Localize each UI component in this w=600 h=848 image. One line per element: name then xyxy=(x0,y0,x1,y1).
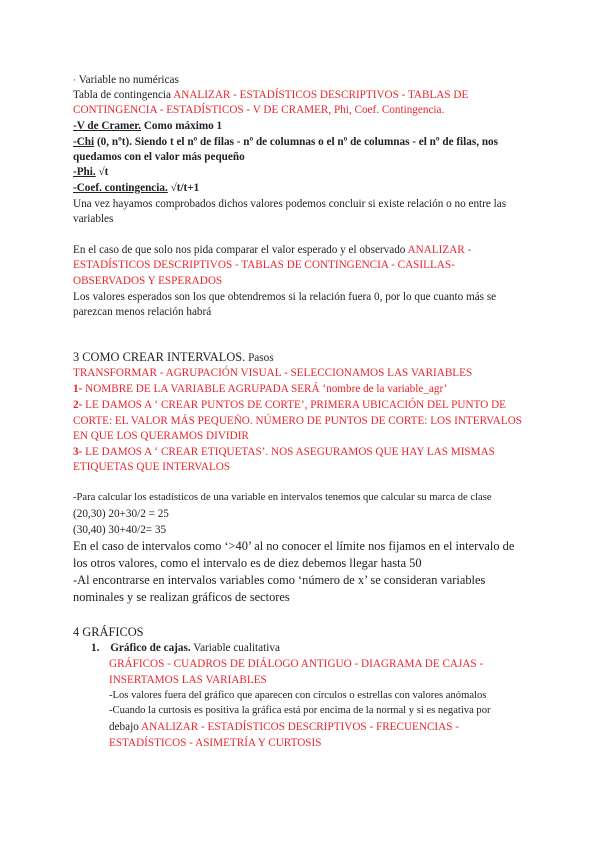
chi-label: -Chi xyxy=(73,136,95,148)
step-1 xyxy=(73,381,447,397)
contingency-path-2: CONTINGENCIA - ESTADÍSTICOS - V DE CRAMER, Phi, Coef. Contingencia. xyxy=(73,104,445,116)
section-3-heading xyxy=(73,349,274,366)
example-2: (30,40) 30+40/2= 35 xyxy=(73,524,167,536)
contingency-label: Tabla de contingencia xyxy=(73,89,174,101)
expected-text: En el caso de que solo nos pida comparar el valor esperado y el observado xyxy=(73,244,408,256)
coef-line xyxy=(73,180,199,196)
step-2-number: 2- xyxy=(73,399,83,411)
kurtosis-note-2 xyxy=(109,719,459,735)
chi-line-2: quedamos con el valor más pequeño xyxy=(73,151,245,163)
step-2-line-2: CORTE: EL VALOR MÁS PEQUEÑO. NÚMERO DE PUNTOS DE CORTE: LOS INTERVALOS xyxy=(73,415,523,427)
phi-label: -Phi. xyxy=(73,166,96,178)
open-interval-line-2: los otros valores, como el intervalo es de diez debemos llegar hasta 50 xyxy=(73,556,422,570)
coef-label: -Coef. contingencia. xyxy=(73,182,168,194)
boxplot-title: Gráfico de cajas. xyxy=(110,642,191,654)
kurtosis-path-2: ESTADÍSTICOS - ASIMETRÍA Y CURTOSIS xyxy=(109,737,322,749)
section-3-suffix: Pasos xyxy=(245,352,274,364)
chi-text: (0, nºt). Siendo t el nº de filas - nº de columnas o el nº de columnas - el nº de filas, nos xyxy=(94,136,498,148)
cramer-label: -V de Cramer. xyxy=(73,120,142,132)
conclusion-line-2: variables xyxy=(73,213,114,225)
phi-line xyxy=(73,164,108,180)
conclusion-line-1: Una vez hayamos comprobados dichos valores podemos concluir si existe relación o no entre las xyxy=(73,198,507,210)
list-item-number: 1. xyxy=(91,642,100,654)
expected-line-1 xyxy=(73,242,471,258)
chi-line-1 xyxy=(73,134,498,150)
step-3 xyxy=(73,444,495,460)
phi-text: √t xyxy=(95,166,109,178)
cramer-line xyxy=(73,118,222,134)
expected-note-2: parezcan menos relación habrá xyxy=(73,306,212,318)
boxplot-subtitle: Variable cualitativa xyxy=(190,642,280,654)
expected-path-2: ESTADÍSTICOS DESCRIPTIVOS - TABLAS DE CONTINGENCIA - CASILLAS- xyxy=(73,259,455,271)
cramer-text: Como máximo 1 xyxy=(141,120,223,132)
section-3-title: 3 COMO CREAR INTERVALOS. xyxy=(73,350,246,364)
nominal-line-2: nominales y se realizan gráficos de sectores xyxy=(73,590,290,604)
list-item-boxplot xyxy=(91,640,280,656)
intervals-path: TRANSFORMAR - AGRUPACIÓN VISUAL - SELECCIONAMOS LAS VARIABLES xyxy=(73,367,473,379)
boxplot-path-1: GRÁFICOS - CUADROS DE DIÁLOGO ANTIGUO - DIAGRAMA DE CAJAS - xyxy=(109,658,484,670)
example-1: (20,30) 20+30/2 = 25 xyxy=(73,508,169,520)
step-3-number: 3- xyxy=(73,446,83,458)
nominal-line-1: -Al encontrarse en intervalos variables como ‘número de x’ se consideran variables xyxy=(73,573,486,587)
contingency-path-1: ANALIZAR - ESTADÍSTICOS DESCRIPTIVOS - TABLAS DE xyxy=(173,89,469,101)
coef-text: √t/t+1 xyxy=(167,182,200,194)
bullet-mark: · xyxy=(73,76,77,86)
step-3-text: LE DAMOS A ‘ CREAR ETIQUETAS’. NOS ASEGURAMOS QUE HAY LAS MISMAS xyxy=(82,446,495,458)
section-4-heading: 4 GRÁFICOS xyxy=(73,625,144,639)
expected-path-1: ANALIZAR - xyxy=(407,244,472,256)
expected-note-1: Los valores esperados son los que obtendremos si la relación fuera 0, por lo que cuanto más se xyxy=(73,291,497,303)
step-2-line-3: EN QUE LOS QUERAMOS DIVIDIR xyxy=(73,430,249,442)
class-mark-note: -Para calcular los estadísticos de una variable en intervalos tenemos que calcular su marca de clase xyxy=(73,492,492,503)
outliers-note: -Los valores fuera del gráfico que aparecen con círculos o estrellas con valores anómalos xyxy=(109,690,487,701)
step-1-text: NOMBRE DE LA VARIABLE AGRUPADA SERÁ ‘nombre de la variable_agr’ xyxy=(82,383,448,395)
variable-note: Variable no numéricas xyxy=(78,74,179,86)
expected-path-3: OBSERVADOS Y ESPERADOS xyxy=(73,275,223,287)
boxplot-path-2: INSERTAMOS LAS VARIABLES xyxy=(109,674,267,686)
kurtosis-text: debajo xyxy=(109,721,141,733)
step-1-number: 1- xyxy=(73,383,83,395)
open-interval-line-1: En el caso de intervalos como ‘>40’ al no conocer el límite nos fijamos en el intervalo de xyxy=(73,539,515,553)
step-2 xyxy=(73,397,506,413)
kurtosis-path-1: ANALIZAR - ESTADÍSTICOS DESCRIPTIVOS - FRECUENCIAS - xyxy=(141,721,459,733)
step-3-line-2: ETIQUETAS QUE INTERVALOS xyxy=(73,461,231,473)
kurtosis-note-1: -Cuando la curtosis es positiva la gráfica está por encima de la normal y si es negativa por xyxy=(109,705,491,716)
step-2-text: LE DAMOS A ‘ CREAR PUNTOS DE CORTE’, PRIMERA UBICACIÓN DEL PUNTO DE xyxy=(82,399,506,411)
contingency-line-1 xyxy=(73,87,468,103)
